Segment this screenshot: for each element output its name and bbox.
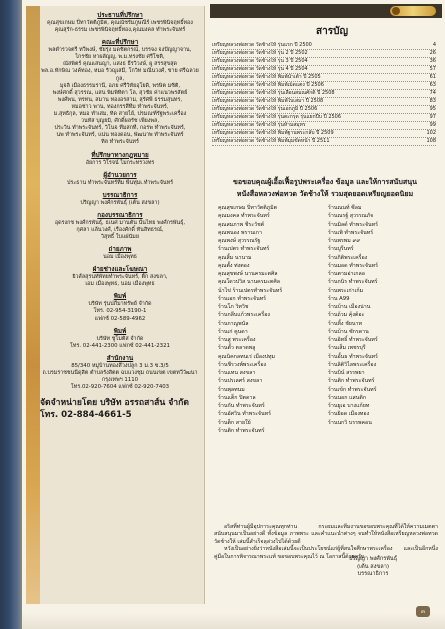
credit-line: ประธาน ทำพระจันทร์ทีม พีนทุ่มเ.ทำพระจันทร์	[66, 179, 174, 186]
credit-line: ทิล ทำพระจันทร์	[101, 139, 139, 146]
contributor-name: ร้านเพิ ทำพระจันทร์	[328, 229, 374, 236]
credits-list	[40, 12, 200, 421]
credit-line: พล.อ.ทักษิณ วงค์ทอง, หมอ ริวญูเสมี, โกวิท มณีนวงศ์, ชาย ศรีฉลวยกูล,	[41, 68, 199, 82]
distributor-phone: โทร. 02-884-4661-5	[40, 410, 132, 421]
contributor-name: ร้านตามอ่าเกลอ	[328, 271, 365, 277]
toc-entry[interactable]	[212, 106, 436, 114]
toc-entry-page: 26	[429, 50, 436, 56]
contributor-name: ร้านบิน์ สรรพยา	[328, 370, 365, 376]
logo-emblem-icon	[392, 7, 400, 15]
contributors-left-column	[218, 204, 328, 435]
contributor-name: คุณตั้ง ท่งตอง	[218, 262, 250, 269]
contributor-name: ร้านกัน ทำพระจันทร์	[218, 403, 265, 409]
toc-entry[interactable]	[212, 130, 436, 138]
toc-entry[interactable]	[212, 114, 436, 122]
contributor-name: ร้านยูเอ บางแก้ยท	[328, 403, 370, 409]
credit-line: อัยการ วิโรจน์ ไมกระทรวงทร	[85, 159, 155, 166]
contributor-name: ร้านกลีบแก้วพระเครื่อง	[218, 312, 270, 319]
toc-entry[interactable]	[212, 42, 436, 50]
toc-entry[interactable]	[212, 82, 436, 90]
contributor-name: คุณสมภาพ ชีระวัชต์	[218, 221, 265, 228]
signature-name: ปริญญา พงศ์กรพันธุ์	[348, 556, 398, 562]
contributor-name: ร้านณนท์ ซีลม	[328, 205, 362, 211]
contributor-name: คุณนิคกลทนเร่ เมืองปทุม	[218, 353, 275, 360]
contributor-name: ร้านพระเก่าเก้ม	[328, 287, 364, 294]
contributor-name: ร้านสู พระเครื่อง	[218, 337, 256, 343]
toc-entry-label: เหรียญหลวงพ่อทวด วัดช้างให้ รุ่นเอกภูมิ ปี 2506	[212, 106, 318, 112]
credit-block-legal-advisor	[40, 152, 200, 167]
credit-line: โทร.02-920-7604 แฟกซ์ 02-920-7403	[70, 384, 170, 391]
credit-line: มุจลิ เมืองธรรมรานี, อภย ศรีวิทัยอุโยดิ, พรษิต มซิติ,	[59, 82, 181, 89]
contributor-name: คุณมงคล ทำพระจันทร์	[218, 213, 270, 220]
credit-line: ยิวส์ลสุรนทัพัทยทำพระจันทร์, ติ๊ก สงขลา,	[72, 274, 168, 281]
toc-entry-label: เหรียญหลวงพ่อทวด วัดช้างให้ รุ่นห้ามสมุทร	[212, 122, 306, 128]
editor-signature	[318, 556, 428, 579]
credit-heading: ฝ่ายช่างและโฆษณา	[92, 266, 148, 274]
credit-line: โทร. 02-954-3190-1	[93, 308, 147, 315]
credit-line: บริษัท ชูโมติส จำกัด	[96, 335, 144, 342]
contributor-name: ร้านณรฐ์ สุวรรณภัจ	[328, 213, 374, 220]
contributor-name: คุณสุขพงษ์ นานครมะตศิล	[218, 271, 278, 277]
contributor-name: ร้านพรพม ๙๙	[328, 238, 361, 244]
page-number: ๓	[416, 606, 430, 617]
toc-entry-page: 108	[426, 138, 436, 144]
credit-heading: ผู้อำนวยการ	[103, 171, 137, 179]
contributor-name: ร้านกิติพระเครื่อง	[328, 254, 368, 261]
credit-heading: ที่ปรึกษาทางกฎหมาย	[91, 151, 149, 159]
credit-line: ถ.บรมราชชนนีดุสิต ตําบลรังสิตต ฉบแวงชุม ถนนเขต เขตทวีวัฒนา กรุงเทพฯ 1110	[42, 369, 198, 383]
toc-entry-page: 83	[429, 98, 436, 104]
credit-block-printing	[40, 293, 200, 322]
credit-line: บริษัท รุ่นปภีมาทรัพย์ จำกัด	[88, 301, 152, 308]
credit-heading: กองบรรณาธิการ	[97, 211, 143, 219]
contributor-name: ร้านกนิร ทำพระจันทร์	[328, 279, 378, 286]
credit-block-advisor	[40, 12, 200, 34]
toc-entry-label: เหรียญหลวงพ่อทวด วัดช้างให้ พิมพ์น้ำเต้า ปี 2505	[212, 74, 321, 80]
contributor-name: ร้านอั้นธ ทำพระจันทร์	[328, 353, 378, 360]
toc-entry-label: เหรียญหลวงพ่อทวด วัดช้างให้ พิมพ์ใบเสมา ปี 2508	[212, 98, 324, 104]
page-binding	[0, 0, 22, 629]
contributor-name: ร้านแต็ก ปิตดาล	[218, 394, 256, 401]
contributor-name: ร้านลิติวิไลพระเครื่อง	[328, 361, 377, 368]
credit-line: ณัสพิตร์ คุณแสนญา, แสงธ ธีรวิวงษ์, ผู สรรสุขสุด	[62, 61, 178, 68]
contributor-name: คุณสิ้ม นานาม	[218, 254, 252, 261]
contributor-name: ร้านมิลด์ ทำพระจันทร์	[328, 221, 379, 228]
toc-entry[interactable]	[212, 98, 436, 106]
toc-entry-label: เหรียญหลวงพ่อทวด วัดช้างให้ รุ่นตะกรุด รุ่นแยกปีบ ปี 2506	[212, 114, 342, 120]
credit-block-office	[40, 355, 200, 391]
toc-entry[interactable]	[212, 58, 436, 66]
toc-entry-label: เหรียญหลวงพ่อทวด วัดช้างให้ รุ่นเลื่อนสมณศักดิ์ ปี 2508	[212, 90, 335, 96]
toc-entry-label: เหรียญหลวงพ่อทวด วัดช้างให้ รุ่น 2 ปี 2502	[212, 50, 308, 56]
toc-entry-page: 57	[429, 66, 436, 72]
contributor-name: ร้านอิทธิ์ ทำพระจันทร์	[328, 337, 378, 343]
toc-entry[interactable]	[212, 90, 436, 98]
credit-line: กุศลา แล้นวงศ์, เรืองศักดิ์ ทันสิทธรณ์,	[76, 226, 164, 233]
credit-block-art-layout	[40, 266, 200, 288]
toc-entry[interactable]	[212, 122, 436, 130]
thanks-line-2: หนังสือหลวงพ่อทวด วัดช้างให้ รวมสุดยอดเหรียญยอดนิยม	[236, 189, 414, 198]
toc-entry-label: เหรียญหลวงพ่อทวด วัดช้างให้ รุ่น 4 ปี 2504	[212, 66, 308, 72]
table-of-contents	[212, 42, 436, 146]
contributor-name: ร้านชีรวงพ์พระเครื่อง	[218, 361, 267, 368]
toc-entry-page: 4	[432, 42, 436, 48]
contributor-name: ร้านเอก ทำพระจันทร์	[218, 295, 267, 302]
contributor-name: ร้านกาญพนัล	[218, 320, 249, 327]
credit-line: นอม เมืองพุทธ	[103, 254, 137, 261]
contributor-name: ร้านต็ก สายใย้	[218, 419, 251, 426]
toc-entry-page: 99	[429, 122, 436, 128]
credit-block-editorial-team	[40, 212, 200, 241]
thanks-heading	[212, 176, 438, 200]
toc-entry-page: 97	[429, 114, 436, 120]
toc-entry[interactable]	[212, 50, 436, 58]
credit-line: หมอช่าว พาน, ทองกรรสีทีม ทำพระจันทร์,	[71, 103, 169, 110]
contributor-name: ร้านมอด ทำพระจันทร์	[328, 262, 378, 269]
credit-block-publisher	[40, 172, 200, 187]
credit-line: พงศ์พน, ทรทน, สมาน ทองอรสาม, สุรัศพี ธรรมสุนทร,	[57, 96, 183, 103]
credit-block-editor-in-chief	[40, 192, 200, 207]
contributor-name: ร้านบูรีนทร์	[328, 246, 354, 253]
toc-title: สารบัญ	[316, 26, 348, 37]
contributor-name: ร้านแทน สงขลา	[218, 370, 256, 376]
credit-line: คุณสุรัก-ธรรม เพชรพินิจฤทธิ์ทอง,คุณมงคล ทำพระจันทร์	[54, 27, 186, 34]
toc-entry-page: 63	[429, 82, 436, 88]
toc-entry-label: เหรียญหลวงพ่อทวด วัดช้างให้ พิมพ์มุมขัดหน้า ปี 2511	[212, 138, 330, 144]
contributor-name: ร้านเส็ม เพชรบุรี	[328, 345, 366, 352]
thanks-line-1: ขอขอบคุณผู้เอื้อเฟื้อรูปพระเครื่อง ข้อมูล และให้การสนับสนุน	[233, 177, 417, 186]
toc-entry[interactable]	[212, 138, 436, 146]
toc-entry-page: 36	[429, 58, 436, 64]
toc-entry-label: เหรียญหลวงพ่อทวด วัดช้างให้ พิมพ์ฐานพระกลับ ปี 2509	[212, 130, 334, 136]
contributors-list	[218, 204, 438, 435]
toc-entry-page: 95	[429, 106, 436, 112]
credit-heading: ประธานที่ปรึกษา	[97, 12, 143, 19]
credit-line: คุณสุขเกษม ปิ่ทาวัตติภูมิต, คุณณัชรัมภูษณีร์ เพชรพินิจฤทธิ์ทอง	[47, 20, 193, 26]
contributor-name: ร้านปรเลศร์ สงขลา	[218, 378, 263, 385]
contributor-name: ร้านตั้ว ตลาดพลู	[218, 345, 256, 352]
contributor-name: ร้านติก ทำพระจันทร์	[328, 378, 375, 385]
closing-paragraph-1: อริสที่ท่านผู้มีอุปการะคุณทุกท่าน กระผมและทีมงานขอขอบพระคุณที่ได้ให้ความเมตตาสนับสนุนมาเป็นอย่างดี ทั้งข้อมูล ภาพพระ และคำแนะนำต่างๆ จนทำให้หนังสือเหรียญหลวงพ่อทวด วัดช้างให้ เล่มนี้สำเร็จลุล่วงไปได้ด้วยดี	[214, 524, 438, 545]
credit-line: โทร. 02-441-2300 แฟกซ์ 02-441-2321	[70, 342, 170, 349]
credit-line: พงษ์ศกดิ์ สุวรรณ, แสน พิมพิทิตา โล, สุวชัย ค่าแนวพรสัตย์	[52, 89, 188, 96]
contributors-right-column	[328, 204, 438, 435]
credit-line: ไกรชัย หาผลัญญ, พ.ม.ทรงชัย ศรีโชติ,	[75, 54, 165, 61]
contributor-name: ร้านเข้ก ทำพระจันทร์	[328, 386, 377, 393]
credit-heading: พิมพ์	[113, 327, 127, 335]
contributor-name: ร้านติก ทำพระจันทร์	[218, 427, 265, 434]
contributor-name: ร้านอัศวิน ทำพระจันทร์	[218, 411, 271, 418]
publisher-logo	[390, 6, 436, 16]
credit-block-photography	[40, 246, 200, 261]
toc-entry-label: เหรียญหลวงพ่อทวด วัดช้างให้ รุ่น 3 ปี 2504	[212, 58, 308, 64]
credit-line: ปริญญา พงศ์กรพันธุ์ (เต้น สงขลา)	[80, 199, 160, 206]
credit-heading: บรรณาธิการ	[102, 191, 138, 199]
header-bar	[210, 4, 442, 18]
credit-heading: คณะที่ปรึกษา	[101, 39, 139, 47]
contributor-name: ร้านหิ้ง ชัยนาท	[328, 320, 362, 327]
contributor-name: ร้านบ้าน ซักรดาน	[328, 328, 369, 335]
credit-heading: พิมพ์	[113, 293, 127, 301]
contributor-name: ร้านถ้วม คุ้งต้อะ	[328, 312, 365, 319]
contributor-name: ร้านยิอด เมืองทอง	[328, 411, 370, 418]
credit-line: วิสุทธิ์ ใบแฝนัมย	[101, 233, 139, 240]
closing-paragraph-2: หวังเป็นอย่างยิ่งว่าหนังสือเล่มนี้จะเป็นประโยชน์แก่ผู้ที่สนใจศึกษาพระเครื่อง และเป็นอีกหนึ่งคู่มือในการพิจารณาพระแท้ ขอขอบพระคุณไว้ ณ โอกาสนี้ด้วยครับ	[214, 546, 438, 560]
credit-line: วนทัส บุญยมิ, ศักดิ์ผลรัช เพียงพล,	[80, 118, 160, 125]
credit-line: อุดรงกช พงศ์กรพันธุ์, ธเนศ มานตัน นั้นไทย พงศ์กรพันธุ์,	[54, 219, 186, 226]
credit-line: 85/340 หมู่บ้านทองสีวงปลูก 3 ม.3 ซ.3/5	[71, 362, 169, 369]
credit-line: แฟกซ์ 02-589-4962	[94, 315, 146, 322]
signature-alias: (เต้น สงขลา)	[356, 563, 390, 570]
contributor-name: คุณพงษ์ สุวรรณรัฐ	[218, 238, 261, 244]
toc-entry-page: 74	[429, 90, 436, 96]
contributor-name: คุณโดวปวิส นานครมะตศิล	[218, 279, 280, 286]
page-bottom-shade	[22, 612, 445, 629]
credit-line: ประวิน ทำพระจันทร์, วิโนจ ทีมสกที, กอรพ ทำพระจันทร์,	[54, 125, 186, 132]
toc-entry[interactable]	[212, 66, 436, 74]
toc-entry-label: เหรียญหลวงพ่อทวด วัดช้างให้ รุ่นแรก ปี 2500	[212, 42, 312, 48]
credit-heading: ถ่ายภาพ	[108, 246, 132, 254]
toc-entry-label: เหรียญหลวงพ่อทวด วัดช้างให้ พิมพ์เม็ดแตง ปี 2506	[212, 82, 324, 88]
distributor-line: จัดจำหน่ายโดย บริษัท อรรถสาส์น จำกัด	[40, 398, 189, 409]
contributor-name: ร้านเก่ คูนดา	[218, 328, 248, 335]
contributor-name: ร้านบ้าน เมืองน่าน	[328, 304, 371, 310]
contributor-name: ร้านนอก แสนติก	[328, 394, 367, 401]
contributor-name: ร้านพุลทนม	[218, 386, 245, 393]
decorative-strip	[26, 6, 40, 604]
contributor-name: น้าไข่ ร้านเปตรทำพระจันทร์	[218, 287, 283, 294]
contributor-name: ร้านเปตร ทำพระจันทร์	[218, 246, 270, 253]
toc-entry-page: 102	[426, 130, 436, 136]
contributor-name: ร้านนกวิ บรรพคอน	[328, 419, 372, 426]
toc-entry[interactable]	[212, 74, 436, 82]
signature-role: บรรณาธิการ	[357, 571, 389, 577]
toc-entry-page: 61	[429, 74, 436, 80]
contributor-name: ร้าน A99	[328, 295, 350, 302]
credit-line: ม.สุทธิกุล, หมอ ทำเสม, ทิด สายไย้, ปรมณฑ์รัฐพระเครื่อง	[53, 111, 187, 118]
credit-line: เอม เมืองพุทธ, นอม เมืองพุทธ	[85, 281, 155, 288]
contributor-name: คุณสุขเกษม ปิ่ทาวัตติภูมิต	[218, 205, 278, 211]
contributor-name: ร้านโภ วิทวิช	[218, 304, 249, 310]
credit-line: นพ ทำพระจันทร์, แน่น ทองดอน, พัฒนาพ ทำพระจันทร์	[56, 132, 184, 139]
credit-heading: สำนักงาน	[106, 354, 134, 362]
credit-block-distribution	[40, 328, 200, 350]
contributor-name: คุณพนอง พรานเกา	[218, 229, 262, 236]
credit-block-advisory-board	[40, 39, 200, 146]
credit-line: พลตำรวจตรี ทวีพงษ์, ชัยรุ่ง มดชิตกรณ์, บรรจง จงปัญญาจาน,	[48, 47, 192, 54]
